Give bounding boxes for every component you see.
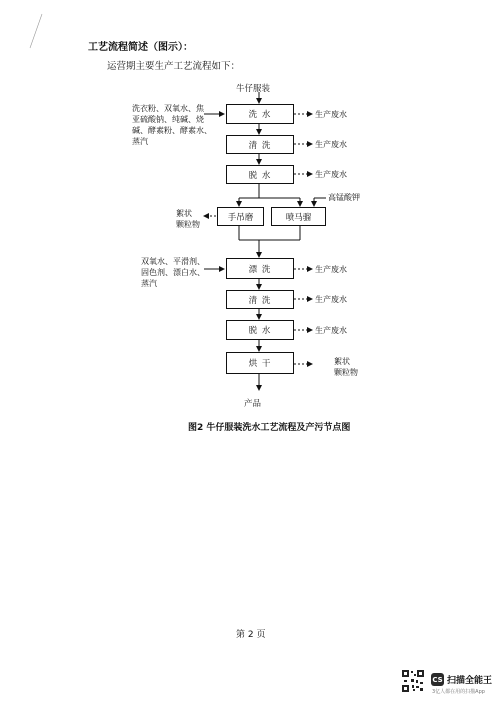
output-wastewater-4: 生产废水 [315,265,347,274]
bleach-chemicals-label: 双氧水、平滑剂、 固色剂、漂白水、 蒸汽 [141,257,205,288]
step-dewater-2-box: 脱 水 [226,320,294,340]
step-dewater-1-box: 脱 水 [226,165,294,184]
output-wastewater-5: 生产废水 [315,295,347,304]
step-bleach-box: 漂 洗 [226,258,294,279]
step-hand-sand-box: 手吊磨 [217,207,264,226]
step-dry-box: 烘 干 [226,352,294,374]
camscanner-logo-icon: CS [431,673,444,686]
output-lint-2: 絮状 颗粒物 [334,357,358,377]
section-heading: 工艺流程简述（图示）： [88,42,193,53]
step-wash-box: 洗 水 [226,104,294,124]
output-wastewater-1: 生产废水 [315,110,347,119]
output-lint-1: 絮状 颗粒物 [176,209,200,229]
wash-chemicals-label: 洗衣粉、双氧水、焦 亚硫酸钠、纯碱、烧 碱、酵素粉、酵素水、 蒸汽 [132,104,212,146]
intro-text: 运营期主要生产工艺流程如下： [107,61,241,72]
scanner-brand-subtitle: 3亿人都在用的扫描App [432,689,485,695]
output-wastewater-2: 生产废水 [315,140,347,149]
step-rinse-2-box: 清 洗 [226,290,294,309]
figure-caption: 图2 牛仔服装洗水工艺流程及产污节点图 [188,423,351,433]
step-rinse-1-box: 清 洗 [226,135,294,154]
qr-code-icon [402,670,424,692]
scanner-brand: 扫描全能王 [447,676,493,686]
flow-product-label: 产品 [244,399,262,409]
output-wastewater-6: 生产废水 [315,326,347,335]
step-spray-box: 喷马骝 [271,207,326,226]
output-wastewater-3: 生产废水 [315,170,347,179]
page-number: 第 2 页 [236,630,266,640]
spray-chemical-label: 高锰酸钾 [328,193,360,202]
flow-source-label: 牛仔服装 [236,84,271,94]
